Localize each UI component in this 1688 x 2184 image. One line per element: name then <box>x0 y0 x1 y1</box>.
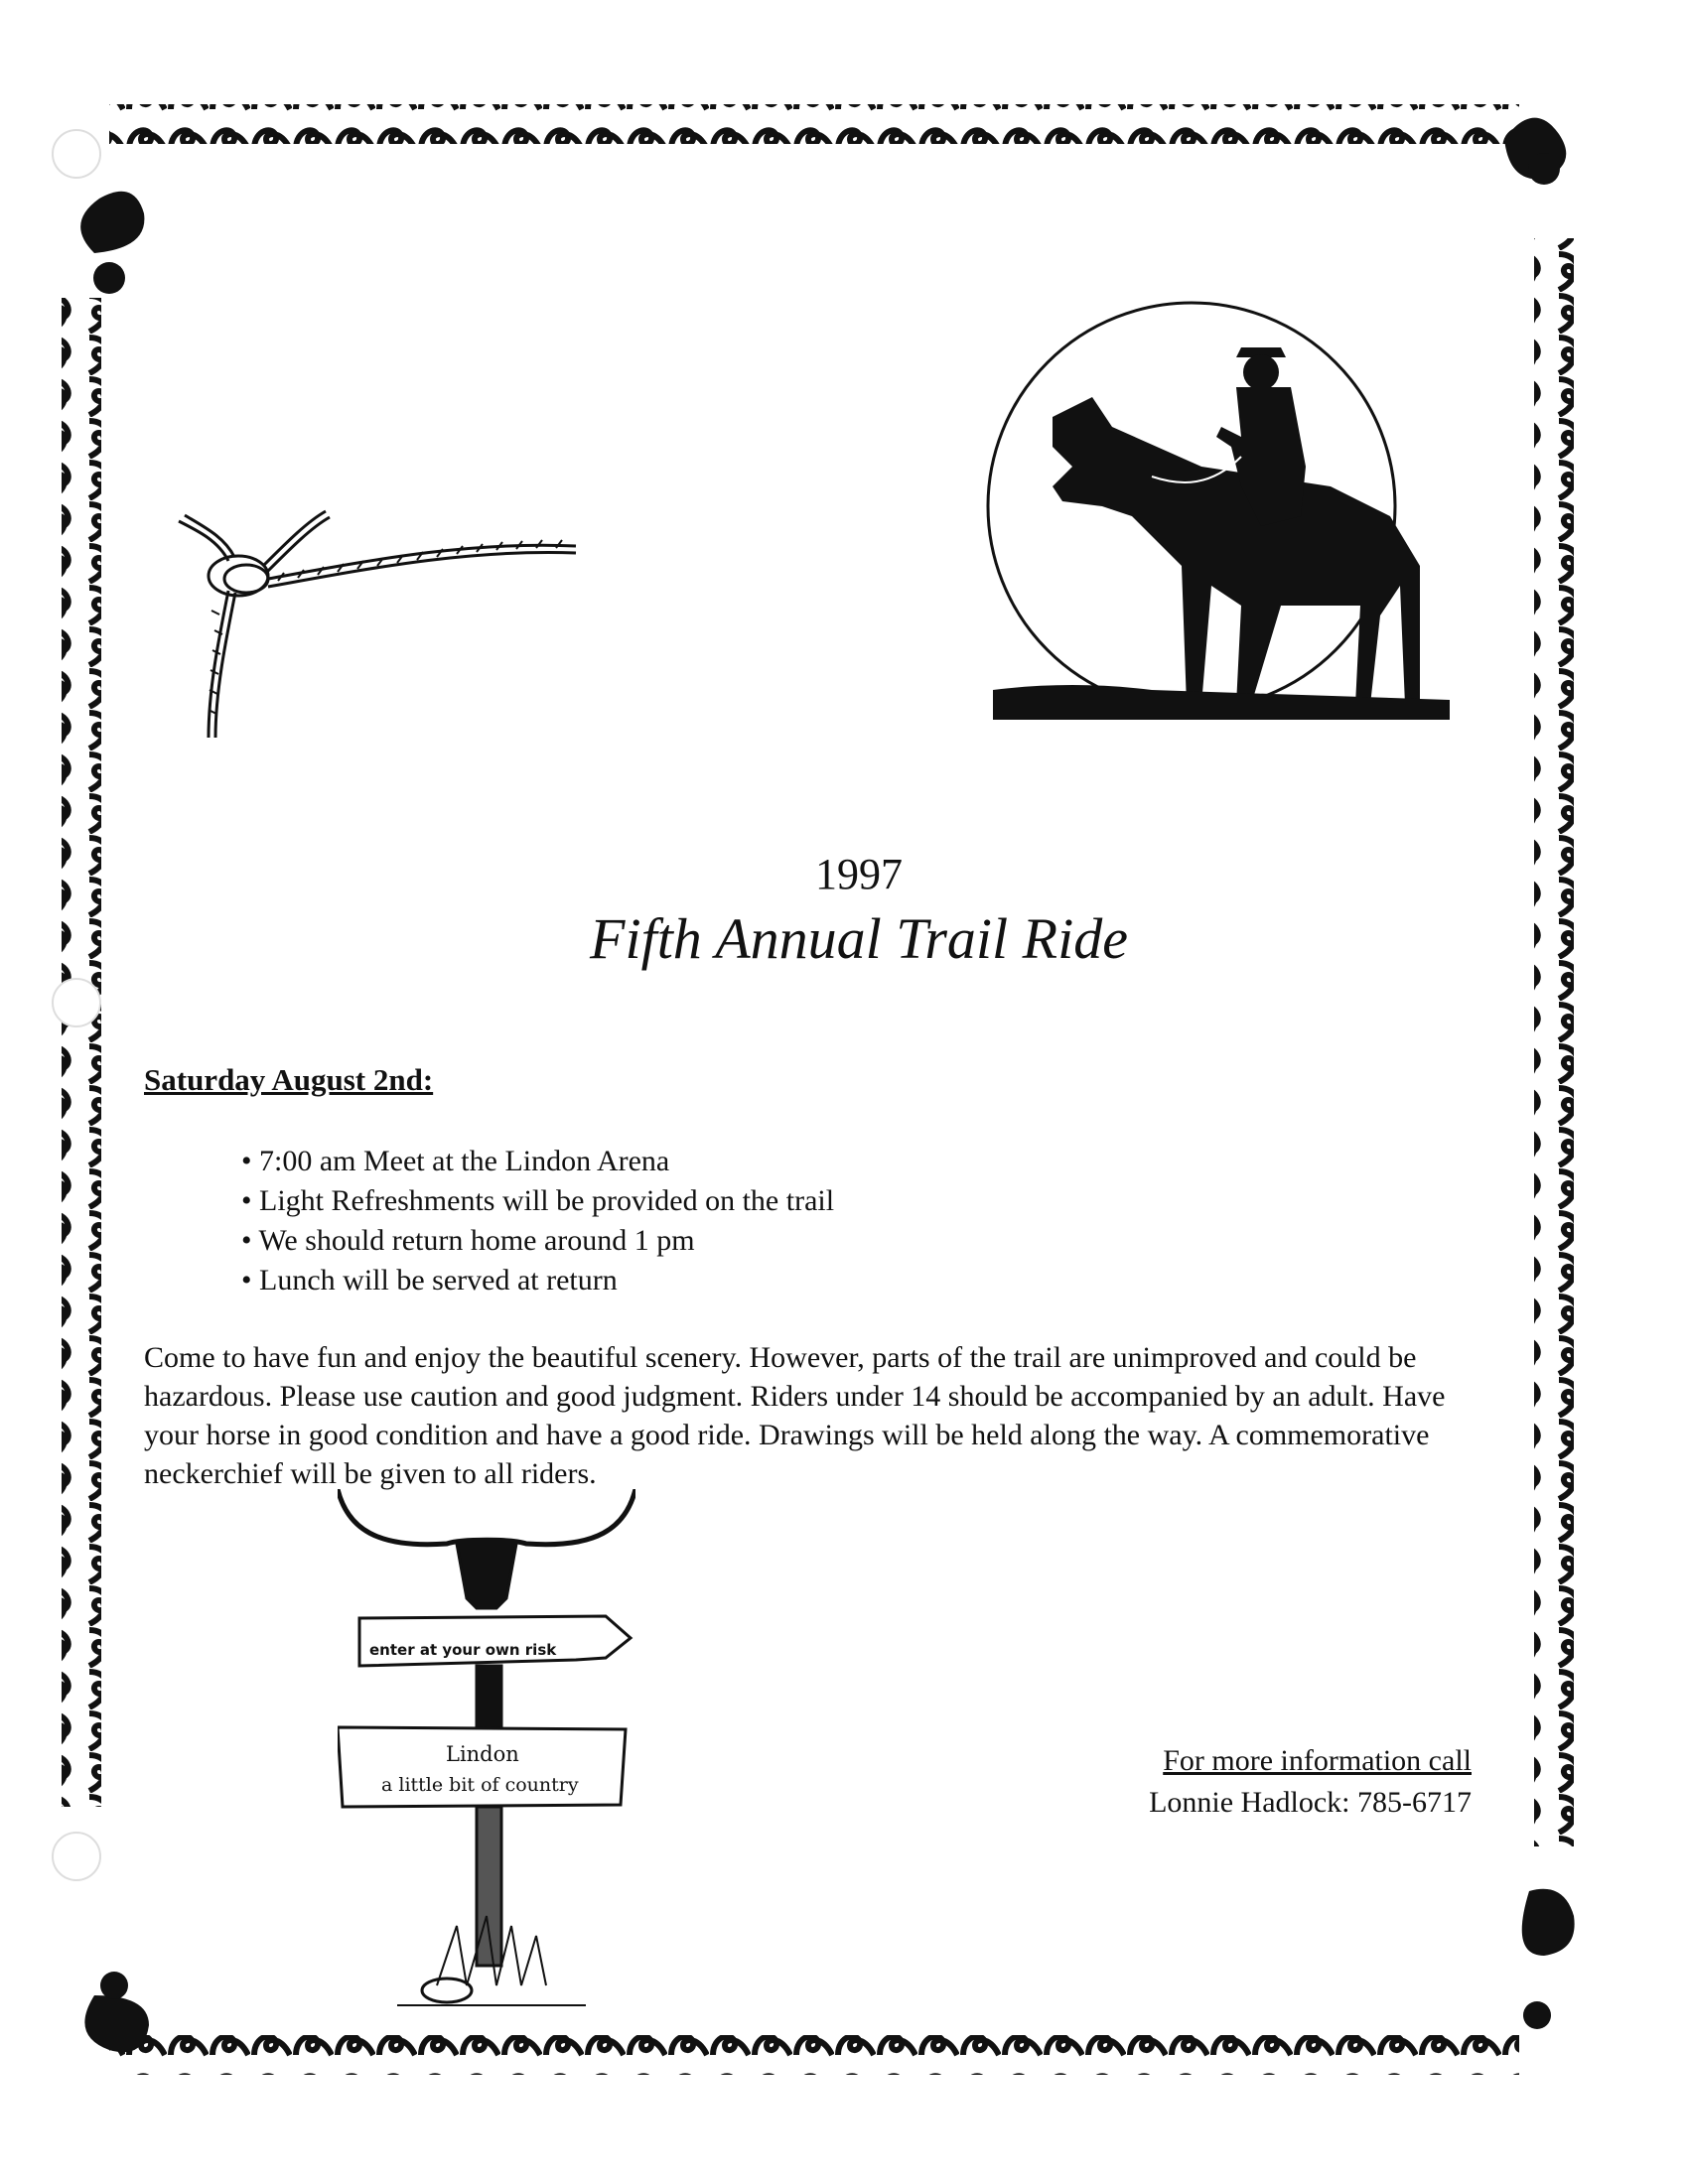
contact-call-label: For more information call <box>1163 1744 1472 1777</box>
schedule-item: • Light Refreshments will be provided on the trail <box>241 1181 834 1221</box>
event-date-heading: Saturday August 2nd: <box>144 1062 434 1097</box>
punch-hole <box>52 129 101 179</box>
punch-hole <box>52 1832 101 1881</box>
schedule-item: • Lunch will be served at return <box>241 1261 834 1300</box>
punch-hole <box>52 978 101 1027</box>
sign-top-board-text: enter at your own risk <box>369 1641 557 1659</box>
schedule-list <box>241 1142 834 1300</box>
event-title: Fifth Annual Trail Ride <box>590 906 1128 971</box>
event-year: 1997 <box>815 850 903 898</box>
contact-name-phone: Lonnie Hadlock: 785-6717 <box>1149 1786 1472 1819</box>
schedule-item: • 7:00 am Meet at the Lindon Arena <box>241 1142 834 1181</box>
cowboy-on-horse-silhouette <box>953 288 1470 745</box>
contact-info <box>1149 1740 1472 1824</box>
knotted-rope-illustration <box>169 501 596 750</box>
sign-bottom-board-title: Lindon <box>446 1742 519 1766</box>
event-description: Come to have fun and enjoy the beautiful scenery. However, parts of the trail are unimproved and could be hazardous. Please use caution and good judgment. Riders under 14 should be accompanied by an adult. Have your horse in good condition and have a good ride. Drawings will be held along the way. A commemorative neckerchief will be given to all riders. <box>144 1341 1446 1490</box>
sign-bottom-board-subtitle: a little bit of country <box>381 1774 579 1796</box>
schedule-item: • We should return home around 1 pm <box>241 1221 834 1261</box>
